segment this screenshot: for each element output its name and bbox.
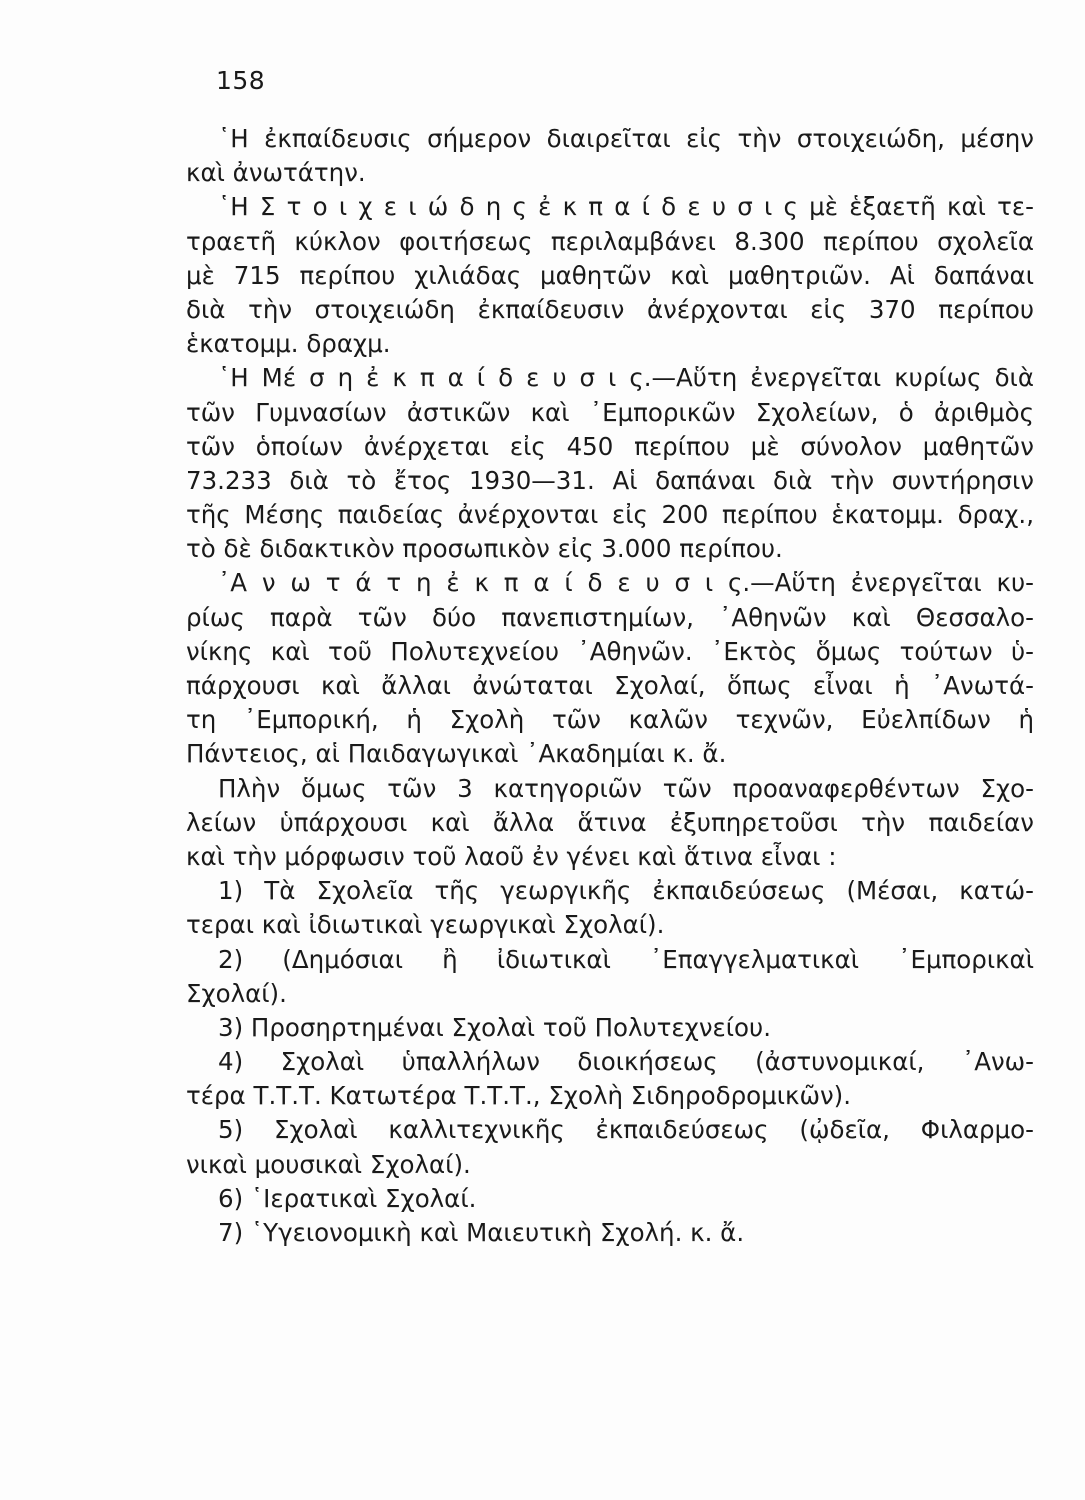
text-line: τεραι καὶ ἰδιωτικαὶ γεωργικαὶ Σχολαί). [186, 910, 665, 940]
text-line: Πάντειος, αἱ Παιδαγωγικαὶ ᾿Ακαδημίαι κ. ἄ. [186, 739, 727, 769]
text-line: ρίως παρὰ τῶν δύο πανεπιστημίων, ᾿Αθηνῶν καὶ Θεσσαλο- [186, 602, 1034, 632]
text-line: τῶν Γυμνασίων ἀστικῶν καὶ ᾿Εμπορικῶν Σχολείων, ὁ ἀριθμὸς [186, 397, 1034, 427]
text-line: καὶ ἀνωτάτην. [186, 158, 366, 188]
text-line: 2) (Δημόσιαι ἢ ἰδιωτικαὶ ᾿Επαγγελματικαὶ ᾿Εμπορικαὶ [218, 944, 1034, 974]
text-line: 7) ῾Υγειονομικὴ καὶ Μαιευτικὴ Σχολή. κ. ἄ. [218, 1218, 745, 1247]
text-line: ῾Η Σ τ ο ι χ ε ι ώ δ η ς ἐ κ π α ί δ ε υ σ ι ς μὲ ἑξαετῆ καὶ τε- [218, 192, 1034, 222]
text-line: ῾Η ἐκπαίδευσις σήμερον διαιρεῖται εἰς τὴν στοιχειώδη, μέσην [218, 124, 1034, 153]
text-line: τὸ δὲ διδακτικὸν προσωπικὸν εἰς 3.000 περίπου. [186, 534, 783, 564]
text-line: νικαὶ μουσικαὶ Σχολαί). [186, 1149, 471, 1179]
body-text [186, 122, 1034, 1250]
text-line: μὲ 715 περίπου χιλιάδας μαθητῶν καὶ μαθητριῶν. Αἱ δαπάναι [186, 260, 1034, 290]
text-line: 6) ῾Ιερατικαὶ Σχολαί. [218, 1183, 477, 1213]
text-line: 73.233 διὰ τὸ ἔτος 1930—31. Αἱ δαπάναι διὰ τὴν συντήρησιν [186, 465, 1034, 495]
text-line: ἑκατομμ. δραχμ. [186, 329, 391, 359]
text-line: λείων ὑπάρχουσι καὶ ἄλλα ἅτινα ἐξυπηρετοῦσι τὴν παιδείαν [186, 807, 1034, 837]
text-line: νίκης καὶ τοῦ Πολυτεχνείου ᾿Αθηνῶν. ᾿Εκτὸς ὅμως τούτων ὑ- [186, 636, 1034, 666]
page-number: 158 [216, 66, 266, 95]
text-line: πάρχουσι καὶ ἄλλαι ἀνώταται Σχολαί, ὅπως εἶναι ἡ ᾿Ανωτά- [186, 671, 1034, 700]
text-line: τέρα Τ.Τ.Τ. Κατωτέρα Τ.Τ.Τ., Σχολὴ Σιδηροδρομικῶν). [186, 1081, 851, 1111]
text-line: διὰ τὴν στοιχειώδη ἐκπαίδευσιν ἀνέρχονται εἰς 370 περίπου [186, 294, 1034, 324]
text-line: Σχολαί). [186, 978, 287, 1008]
text-line: ῾Η Μέ σ η ἐ κ π α ί δ ε υ σ ι ς.—Αὕτη ἐνεργεῖται κυρίως διὰ [218, 363, 1034, 393]
text-line: 1) Τὰ Σχολεῖα τῆς γεωργικῆς ἐκπαιδεύσεως (Μέσαι, κατώ- [218, 876, 1034, 906]
text-line: 5) Σχολαὶ καλλιτεχνικῆς ἐκπαιδεύσεως (ᾠδεῖα, Φιλαρμο- [218, 1115, 1034, 1145]
text-line: ᾿Α ν ω τ ά τ η ἐ κ π α ί δ ε υ σ ι ς.—Αὕτη ἐνεργεῖται κυ- [218, 568, 1034, 598]
text-line: καὶ τὴν μόρφωσιν τοῦ λαοῦ ἐν γένει καὶ ἅτινα εἶναι : [186, 841, 837, 871]
text-line: Πλὴν ὅμως τῶν 3 κατηγοριῶν τῶν προαναφερθέντων Σχο- [218, 773, 1034, 803]
text-line: τραετῆ κύκλον φοιτήσεως περιλαμβάνει 8.300 περίπου σχολεῖα [186, 226, 1034, 256]
text-line: 4) Σχολαὶ ὑπαλλήλων διοικήσεως (ἀστυνομικαί, ᾿Ανω- [218, 1047, 1034, 1077]
text-line: τη ᾿Εμπορική, ἡ Σχολὴ τῶν καλῶν τεχνῶν, Εὐελπίδων ἡ [186, 705, 1034, 735]
text-line: τῶν ὁποίων ἀνέρχεται εἰς 450 περίπου μὲ σύνολον μαθητῶν [186, 431, 1034, 461]
text-line: τῆς Μέσης παιδείας ἀνέρχονται εἰς 200 περίπου ἑκατομμ. δραχ., [186, 500, 1034, 530]
text-line: 3) Προσηρτημέναι Σχολαὶ τοῦ Πολυτεχνείου. [218, 1012, 771, 1042]
